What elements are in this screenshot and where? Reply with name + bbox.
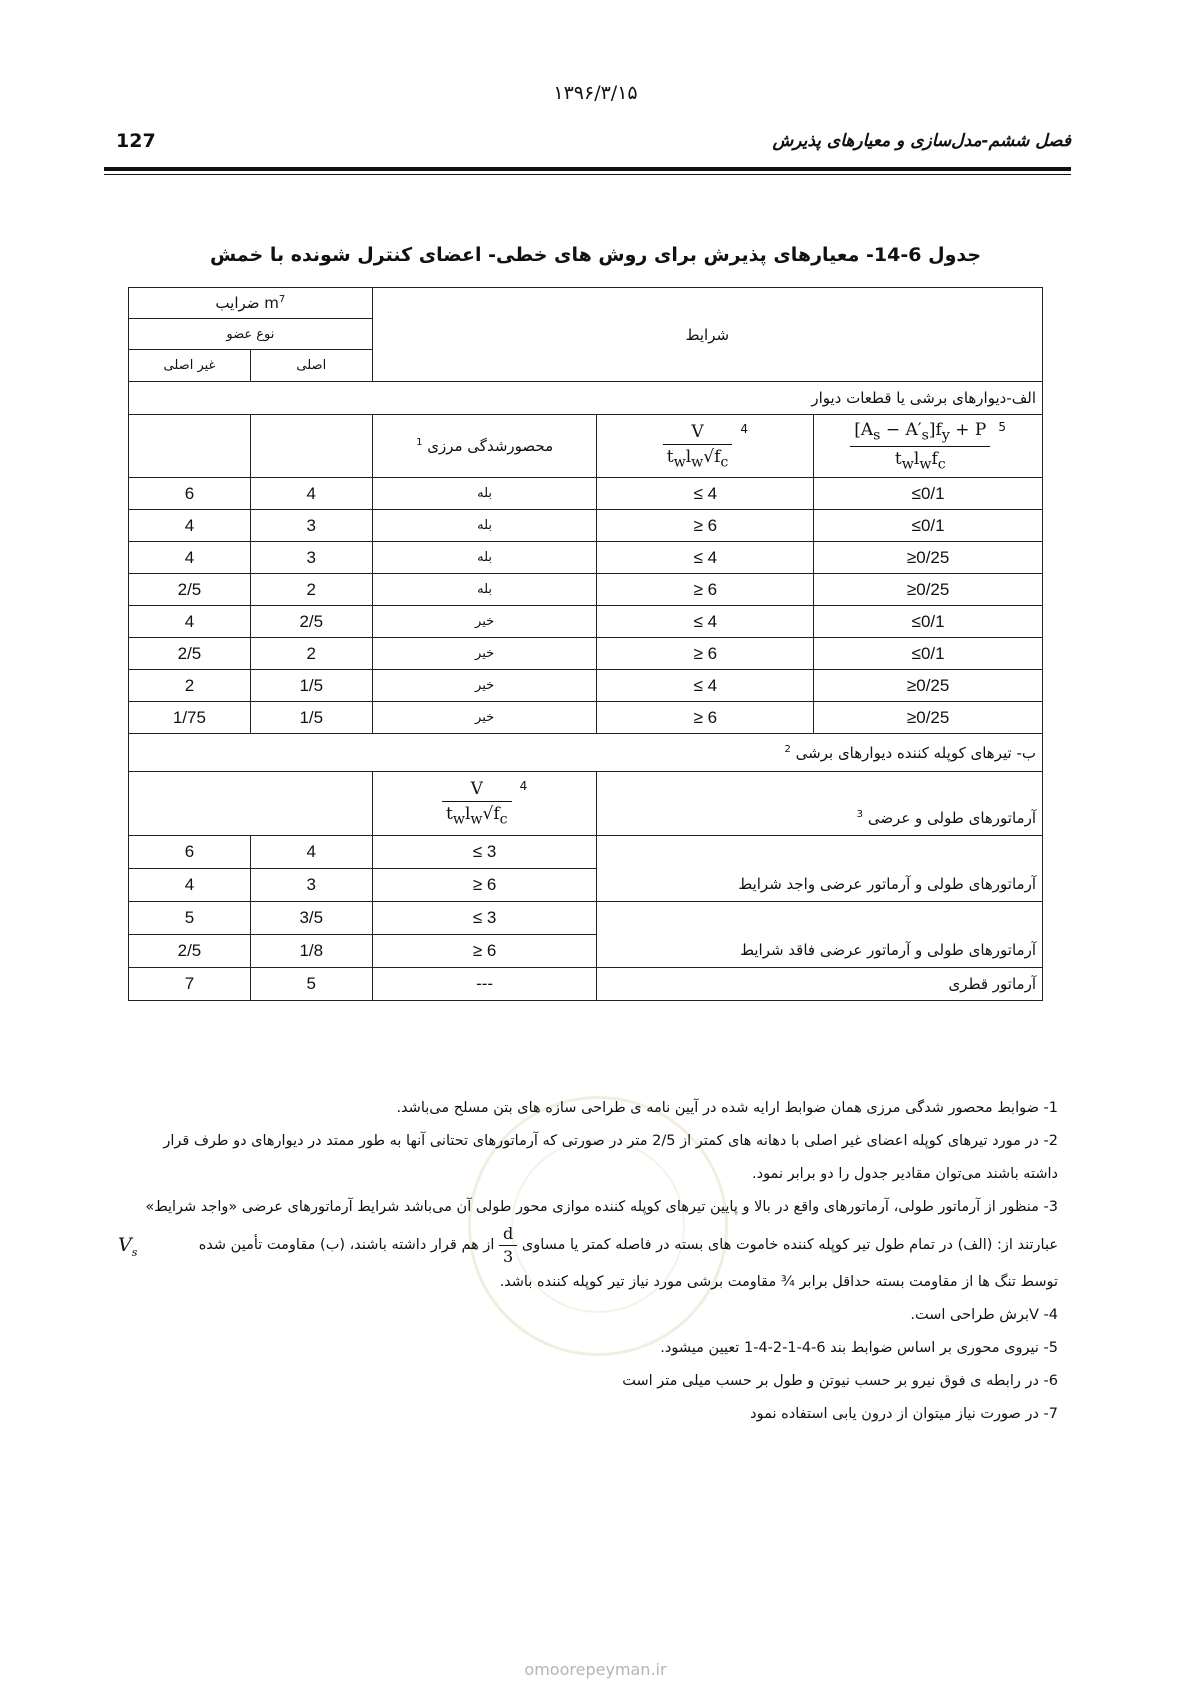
reinforcement-header: آرماتورهای طولی و عرضی $^3$ <box>597 772 1043 836</box>
col-nonprimary-header: غیر اصلی <box>129 350 251 382</box>
note-6: 6- در رابطه ی فوق نیرو بر حسب نیوتن و طول بر حسب میلی متر است <box>622 1373 1058 1389</box>
table-row: 4 3 بله ≥ 6 ≤0/1 <box>129 510 1043 542</box>
table-row: 6 4 بله ≤ 4 ≤0/1 <box>129 478 1043 510</box>
note-3-cont2: توسط تنگ ها از مقاومت بسته حداقل برابر ¾ مقاومت برشی مورد نیاز تیر کوپله کننده باشد. <box>499 1274 1058 1290</box>
member-type-header: نوع عضو <box>129 319 373 350</box>
note-3: 3- منظور از آرماتور طولی، آرماتورهای واقع در بالا و پایین تیرهای کوپله کننده موازی محور طولی آن می‌باشد شرایط آرماتورهای عرضی «واجد شرایط» <box>145 1199 1058 1215</box>
footnotes <box>118 1092 1058 1431</box>
note-4: 4- Vبرش طراحی است. <box>910 1307 1058 1323</box>
table-row: 2 1/5 خیر ≤ 4 ≥0/25 <box>129 670 1043 702</box>
table-row: 6 4 ≤ 3 آرماتورهای طولی و آرماتور عرضی واجد شرایط <box>129 836 1043 869</box>
blank-cell <box>129 415 251 478</box>
group-conforming: آرماتورهای طولی و آرماتور عرضی واجد شرایط <box>597 836 1043 902</box>
d-over-3-fraction: $\frac{d}{3}$ <box>499 1225 517 1266</box>
note-5: 5- نیروی محوری بر اساس ضوابط بند 6-4-1-2-4-1 تعیین میشود. <box>660 1340 1058 1356</box>
shear-ratio-formula: $\frac{V}{t_wl_w√f_c}$ <box>663 422 733 470</box>
axial-ratio-header: $\frac{[A_s - A'_s]f_y + P}{t_wl_wf_c}$ $^5$ <box>814 415 1043 478</box>
header-rule-thin <box>104 174 1071 175</box>
confinement-header: محصورشدگی مرزی $^1$ <box>372 415 597 478</box>
blank-cell <box>250 415 372 478</box>
shear-ratio-header: $\frac{V}{t_wl_w√f_c}$ $^4$ <box>597 415 814 478</box>
table-row: 1/75 1/5 خیر ≥ 6 ≥0/25 <box>129 702 1043 734</box>
table-row: 2/5 2 بله ≥ 6 ≥0/25 <box>129 574 1043 606</box>
note-2: 2- در مورد تیرهای کوپله اعضای غیر اصلی با دهانه های کمتر از 2/5 متر در صورتی که آرماتورهای تحتانی آنها به طور ممتد در دیوارهای دو طرف قرار <box>163 1133 1058 1149</box>
section-a-title: الف-دیوارهای برشی یا قطعات دیوار <box>129 382 1043 415</box>
vs-symbol: $V_s$ <box>118 1234 138 1259</box>
table-row: 7 5 --- آرماتور قطری <box>129 968 1043 1001</box>
note-7: 7- در صورت نیاز میتوان از درون یابی استفاده نمود <box>750 1406 1058 1422</box>
table-row: 2/5 1/8 ≥ 6 <box>129 935 1043 968</box>
table-row: 4 3 ≥ 6 <box>129 869 1043 902</box>
chapter-title: فصل ششم-مدل‌سازی و معیارهای پذیرش <box>772 131 1071 151</box>
note-1: 1- ضوابط محصور شدگی مرزی همان ضوابط ارایه شده در آیین نامه ی طراحی سازه های بتن مسلح می‌باشد. <box>396 1100 1058 1116</box>
coupling-shear-ratio-formula: $\frac{V}{t_wl_w√f_c}$ <box>442 779 512 827</box>
table-row: 4 2/5 خیر ≤ 4 ≤0/1 <box>129 606 1043 638</box>
table-row: 2/5 2 خیر ≥ 6 ≤0/1 <box>129 638 1043 670</box>
note-3-cont: عبارتند از: (الف) در تمام طول تیر کوپله کننده خاموت های بسته در فاصله کمتر یا مساوی $\frac{d}{3}$ از هم قرار داشته باشند، (ب) مقاومت تأمین شده $V_s$ <box>118 1224 1058 1266</box>
table-row: 5 3/5 ≤ 3 آرماتورهای طولی و آرماتور عرضی فاقد شرایط <box>129 902 1043 935</box>
blank-cell <box>129 772 373 836</box>
axial-ratio-formula: $\frac{[A_s - A'_s]f_y + P}{t_wl_wf_c}$ <box>850 420 990 472</box>
coef-header: ضرایب $m^7$ <box>129 288 373 319</box>
watermark-url: omoorepeyman.ir <box>524 1660 667 1679</box>
diagonal-reinforcement: آرماتور قطری <box>597 968 1043 1001</box>
page-number: 127 <box>116 130 156 152</box>
group-nonconforming: آرماتورهای طولی و آرماتور عرضی فاقد شرایط <box>597 902 1043 968</box>
print-date: ۱۳۹۶/۳/۱۵ <box>553 82 638 104</box>
note-2-cont: داشته باشند می‌توان مقادیر جدول را دو برابر نمود. <box>752 1166 1058 1182</box>
table-row: 4 3 بله ≤ 4 ≥0/25 <box>129 542 1043 574</box>
coupling-shear-ratio-header: $\frac{V}{t_wl_w√f_c}$ $^4$ <box>372 772 597 836</box>
section-b-title: ب- تیرهای کوپله کننده دیوارهای برشی $^2$ <box>129 734 1043 772</box>
conditions-header: شرایط <box>372 288 1042 382</box>
table-caption: جدول 6-14- معیارهای پذیرش برای روش های خطی- اعضای کنترل شونده با خمش <box>209 244 982 266</box>
header-rule <box>104 167 1071 171</box>
acceptance-criteria-table <box>128 287 1043 1001</box>
col-primary-header: اصلی <box>250 350 372 382</box>
